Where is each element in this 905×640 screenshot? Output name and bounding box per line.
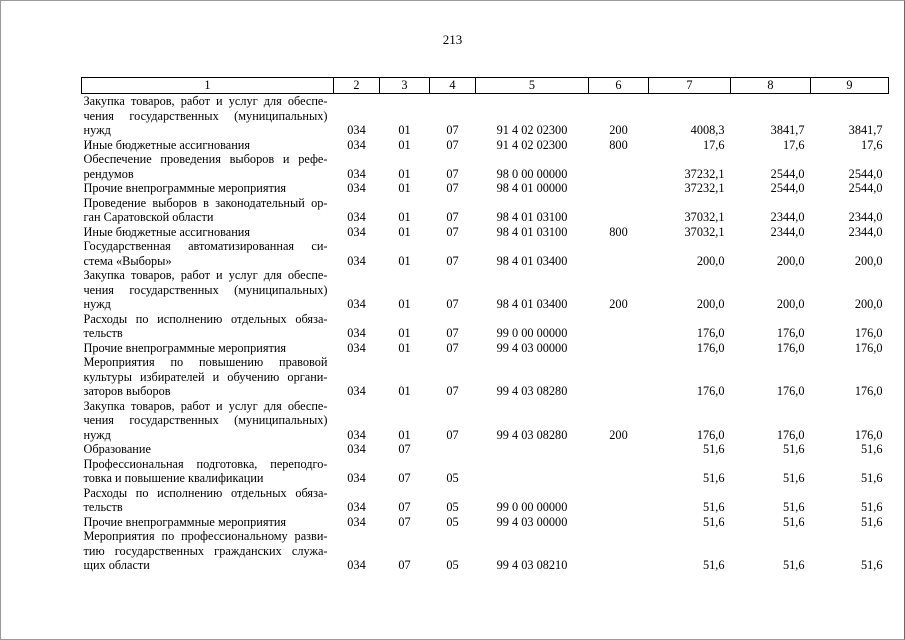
cell-expense-type: 200 bbox=[609, 297, 628, 311]
cell-target-article: 98 4 01 03100 bbox=[496, 210, 568, 224]
cell-ministry: 034 bbox=[347, 224, 366, 239]
cell-amount-8: 176,0 bbox=[776, 427, 805, 442]
cell-amount-7: 176,0 bbox=[696, 384, 725, 398]
cell-amount-8: 2544,0 bbox=[770, 181, 805, 195]
cell-expense-type bbox=[589, 196, 649, 225]
column-header: 1 bbox=[82, 78, 334, 94]
table-row bbox=[82, 442, 889, 457]
cell-expense-type: 800 bbox=[609, 137, 628, 152]
row-name: Закупка товаров, работ и услуг для обеспе-чения государственных (муниципальных) нужд bbox=[83, 268, 328, 311]
cell-amount-8: 51,6 bbox=[782, 442, 805, 456]
cell-expense-type bbox=[589, 457, 649, 486]
table-row bbox=[82, 268, 889, 312]
cell-expense-type: 200 bbox=[609, 427, 628, 442]
cell-target-article: 98 0 00 00000 bbox=[496, 166, 568, 181]
cell-section: 01 bbox=[398, 123, 411, 137]
cell-amount-7: 37032,1 bbox=[684, 210, 725, 224]
cell-section: 01 bbox=[398, 384, 411, 398]
column-header: 7 bbox=[649, 78, 731, 94]
cell-ministry: 034 bbox=[347, 384, 366, 398]
cell-ministry: 034 bbox=[347, 471, 366, 485]
cell-section: 01 bbox=[398, 166, 411, 181]
row-name: Закупка товаров, работ и услуг для обеспе-чения государственных (муниципальных) нужд bbox=[83, 398, 328, 442]
cell-section: 01 bbox=[398, 210, 411, 224]
cell-subsection: 07 bbox=[446, 123, 459, 137]
cell-subsection: 05 bbox=[446, 500, 459, 514]
cell-expense-type bbox=[589, 152, 649, 181]
cell-subsection: 07 bbox=[446, 224, 459, 239]
cell-amount-9: 51,6 bbox=[860, 500, 883, 514]
cell-ministry: 034 bbox=[347, 210, 366, 224]
cell-target-article: 91 4 02 02300 bbox=[496, 123, 568, 137]
cell-target-article bbox=[476, 457, 589, 486]
cell-subsection: 07 bbox=[446, 297, 459, 311]
cell-target-article: 91 4 02 02300 bbox=[496, 137, 568, 152]
cell-amount-8: 200,0 bbox=[776, 253, 805, 268]
column-header: 2 bbox=[334, 78, 380, 94]
cell-expense-type: 800 bbox=[609, 224, 628, 239]
row-name: Расходы по исполнению отдельных обяза-тельств bbox=[83, 311, 328, 340]
cell-expense-type bbox=[589, 529, 649, 573]
row-name: Обеспечение проведения выборов и рефе-рендумов bbox=[83, 152, 328, 181]
cell-ministry: 034 bbox=[347, 558, 366, 572]
cell-ministry: 034 bbox=[347, 514, 366, 529]
cell-amount-8: 2344,0 bbox=[770, 210, 805, 224]
cell-subsection: 07 bbox=[446, 181, 459, 195]
cell-target-article: 98 4 01 00000 bbox=[496, 181, 568, 195]
cell-expense-type bbox=[589, 515, 649, 530]
row-name: Государственная автоматизированная си-стема «Выборы» bbox=[83, 239, 328, 268]
cell-subsection bbox=[430, 442, 476, 457]
cell-section: 01 bbox=[398, 340, 411, 355]
cell-section: 01 bbox=[398, 297, 411, 311]
cell-amount-7: 176,0 bbox=[696, 340, 725, 355]
cell-amount-9: 51,6 bbox=[860, 471, 883, 485]
table-row bbox=[82, 196, 889, 225]
cell-amount-9: 176,0 bbox=[854, 384, 883, 398]
cell-amount-9: 3841,7 bbox=[848, 123, 883, 137]
cell-amount-7: 176,0 bbox=[696, 427, 725, 442]
cell-expense-type bbox=[589, 486, 649, 515]
cell-ministry: 034 bbox=[347, 340, 366, 355]
cell-subsection: 07 bbox=[446, 326, 459, 340]
cell-amount-7: 37032,1 bbox=[684, 224, 725, 239]
cell-amount-8: 17,6 bbox=[782, 137, 805, 152]
cell-ministry: 034 bbox=[347, 297, 366, 311]
cell-amount-7: 51,6 bbox=[702, 442, 725, 456]
row-name: Расходы по исполнению отдельных обяза-тельств bbox=[83, 485, 328, 514]
cell-amount-8: 51,6 bbox=[782, 514, 805, 529]
cell-amount-7: 17,6 bbox=[702, 137, 725, 152]
budget-table bbox=[81, 77, 889, 573]
cell-subsection: 07 bbox=[446, 427, 459, 442]
cell-target-article: 99 0 00 00000 bbox=[496, 326, 568, 340]
row-name: Мероприятия по повышению правовой культуры избирателей и обучению органи-заторов выборов bbox=[83, 355, 328, 398]
table-row bbox=[82, 515, 889, 530]
cell-amount-8: 2544,0 bbox=[770, 166, 805, 181]
cell-amount-8: 3841,7 bbox=[770, 123, 805, 137]
cell-section: 07 bbox=[398, 558, 411, 572]
cell-section: 07 bbox=[398, 514, 411, 529]
column-header: 8 bbox=[731, 78, 811, 94]
cell-amount-7: 51,6 bbox=[702, 558, 725, 572]
cell-subsection: 07 bbox=[446, 340, 459, 355]
cell-amount-8: 51,6 bbox=[782, 500, 805, 514]
cell-section: 01 bbox=[398, 326, 411, 340]
cell-amount-9: 200,0 bbox=[854, 297, 883, 311]
column-header: 6 bbox=[589, 78, 649, 94]
cell-amount-7: 200,0 bbox=[696, 297, 725, 311]
cell-subsection: 07 bbox=[446, 384, 459, 398]
cell-ministry: 034 bbox=[347, 166, 366, 181]
row-name: Закупка товаров, работ и услуг для обеспе-чения государственных (муниципальных) нужд bbox=[83, 94, 328, 137]
cell-section: 01 bbox=[398, 224, 411, 239]
cell-ministry: 034 bbox=[347, 427, 366, 442]
cell-ministry: 034 bbox=[347, 326, 366, 340]
cell-section: 01 bbox=[398, 427, 411, 442]
row-name: Прочие внепрограммные мероприятия bbox=[83, 514, 287, 529]
cell-amount-8: 51,6 bbox=[782, 558, 805, 572]
cell-amount-8: 2344,0 bbox=[770, 224, 805, 239]
cell-amount-7: 4008,3 bbox=[690, 123, 725, 137]
cell-section: 01 bbox=[398, 181, 411, 195]
cell-amount-7: 176,0 bbox=[696, 326, 725, 340]
cell-amount-7: 200,0 bbox=[696, 253, 725, 268]
row-name: Проведение выборов в законодательный ор-ган Саратовской области bbox=[83, 195, 328, 224]
cell-subsection: 07 bbox=[446, 137, 459, 152]
column-header: 9 bbox=[811, 78, 889, 94]
row-name: Иные бюджетные ассигнования bbox=[83, 224, 251, 239]
table-row bbox=[82, 181, 889, 196]
cell-amount-8: 176,0 bbox=[776, 384, 805, 398]
cell-ministry: 034 bbox=[347, 181, 366, 195]
cell-amount-9: 2544,0 bbox=[848, 166, 883, 181]
cell-subsection: 07 bbox=[446, 253, 459, 268]
cell-amount-9: 2544,0 bbox=[848, 181, 883, 195]
table-row bbox=[82, 399, 889, 443]
cell-target-article: 98 4 01 03400 bbox=[496, 253, 568, 268]
table-row bbox=[82, 341, 889, 356]
table-row bbox=[82, 312, 889, 341]
column-header: 5 bbox=[476, 78, 589, 94]
row-name: Мероприятия по профессиональному разви-тию государственных гражданских служа-щих области bbox=[83, 529, 328, 572]
cell-amount-8: 200,0 bbox=[776, 297, 805, 311]
cell-amount-9: 2344,0 bbox=[848, 210, 883, 224]
cell-target-article: 99 0 00 00000 bbox=[496, 500, 568, 514]
column-header: 4 bbox=[430, 78, 476, 94]
cell-section: 07 bbox=[398, 442, 411, 456]
cell-amount-9: 17,6 bbox=[860, 137, 883, 152]
row-name: Образование bbox=[83, 442, 151, 456]
cell-amount-7: 37232,1 bbox=[684, 166, 725, 181]
cell-target-article: 99 4 03 08210 bbox=[496, 558, 568, 572]
cell-ministry: 034 bbox=[347, 500, 366, 514]
table-row bbox=[82, 138, 889, 153]
cell-amount-9: 51,6 bbox=[860, 558, 883, 572]
cell-amount-8: 51,6 bbox=[782, 471, 805, 485]
table-row bbox=[82, 225, 889, 240]
cell-subsection: 07 bbox=[446, 210, 459, 224]
table-row bbox=[82, 239, 889, 268]
cell-amount-7: 51,6 bbox=[702, 500, 725, 514]
cell-expense-type bbox=[589, 442, 649, 457]
cell-amount-9: 176,0 bbox=[854, 326, 883, 340]
cell-section: 07 bbox=[398, 500, 411, 514]
row-name: Профессиональная подготовка, переподго-товка и повышение квалификации bbox=[83, 456, 328, 485]
cell-expense-type: 200 bbox=[609, 123, 628, 137]
cell-target-article: 98 4 01 03400 bbox=[496, 297, 568, 311]
cell-target-article: 99 4 03 08280 bbox=[496, 384, 568, 398]
cell-target-article: 99 4 03 00000 bbox=[496, 340, 568, 355]
cell-expense-type bbox=[589, 355, 649, 399]
cell-amount-9: 51,6 bbox=[860, 442, 883, 456]
table-row bbox=[82, 486, 889, 515]
cell-amount-9: 200,0 bbox=[854, 253, 883, 268]
cell-expense-type bbox=[589, 239, 649, 268]
cell-amount-8: 176,0 bbox=[776, 340, 805, 355]
cell-amount-9: 2344,0 bbox=[848, 224, 883, 239]
cell-section: 07 bbox=[398, 471, 411, 485]
row-name: Прочие внепрограммные мероприятия bbox=[83, 181, 287, 195]
cell-ministry: 034 bbox=[347, 123, 366, 137]
table-row bbox=[82, 355, 889, 399]
cell-amount-9: 51,6 bbox=[860, 514, 883, 529]
cell-subsection: 07 bbox=[446, 166, 459, 181]
cell-target-article bbox=[476, 442, 589, 457]
cell-amount-7: 51,6 bbox=[702, 471, 725, 485]
cell-target-article: 99 4 03 00000 bbox=[496, 514, 568, 529]
row-name: Иные бюджетные ассигнования bbox=[83, 137, 251, 152]
cell-amount-7: 37232,1 bbox=[684, 181, 725, 195]
table-row bbox=[82, 152, 889, 181]
row-name: Прочие внепрограммные мероприятия bbox=[83, 340, 287, 355]
cell-expense-type bbox=[589, 181, 649, 196]
table-row bbox=[82, 457, 889, 486]
cell-ministry: 034 bbox=[347, 442, 366, 456]
cell-amount-7: 51,6 bbox=[702, 514, 725, 529]
cell-target-article: 98 4 01 03100 bbox=[496, 224, 568, 239]
table-row bbox=[82, 529, 889, 573]
cell-subsection: 05 bbox=[446, 558, 459, 572]
cell-subsection: 05 bbox=[446, 514, 459, 529]
cell-subsection: 05 bbox=[446, 471, 459, 485]
cell-target-article: 99 4 03 08280 bbox=[496, 427, 568, 442]
column-header: 3 bbox=[380, 78, 430, 94]
cell-amount-8: 176,0 bbox=[776, 326, 805, 340]
table-header-row bbox=[82, 78, 889, 94]
cell-expense-type bbox=[589, 341, 649, 356]
cell-section: 01 bbox=[398, 253, 411, 268]
cell-amount-9: 176,0 bbox=[854, 340, 883, 355]
cell-expense-type bbox=[589, 312, 649, 341]
cell-ministry: 034 bbox=[347, 137, 366, 152]
page-number: 213 bbox=[442, 32, 463, 47]
cell-amount-9: 176,0 bbox=[854, 427, 883, 442]
table-row bbox=[82, 94, 889, 138]
cell-section: 01 bbox=[398, 137, 411, 152]
cell-ministry: 034 bbox=[347, 253, 366, 268]
